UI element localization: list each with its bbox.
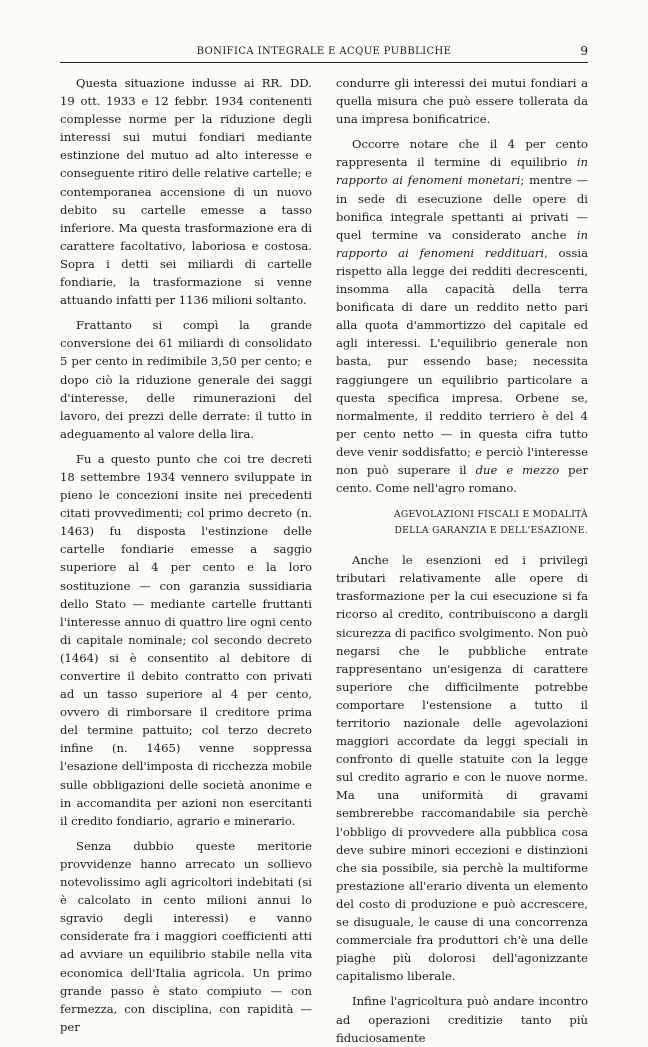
paragraph-text: per cento. Come nell'agro romano. (336, 462, 588, 496)
page-header (60, 42, 588, 63)
paragraph-text: Occorre notare che il 4 per cento rappresenta il termine di equilibrio (336, 137, 588, 170)
paragraph-text: ; mentre — in sede di esecuzione delle opere di bonifica integrale spettanti ai privati — quel termine va considerato anche (336, 173, 588, 242)
italic-phrase: due e mezzo (475, 462, 560, 477)
paragraph: Anche le esenzioni ed i privilegi tributari relativamente alle opere di trasformazione per la cui esecuzione si fa ricorso al credito, contribuiscono a dargli sicurezza di pacifico svolgimento. Non può negarsi che le pubbliche entrate rappresentano un'esigenza di carattere superiore che difficilmente potrebbe comportare l'estensione a tutto il territorio nazionale delle agevolazioni maggiori accordate da leggi speciali in confronto di quelle statuite con la legge sul credito agrario e con le nuove norme. Ma una uniformità di gravami sembrerebbe raccomandabile sia perchè l'obbligo di provvedere alla pubblica cosa deve subire minori eccezioni e distinzioni che sia possibile, sia perchè la multiforme prestazione all'erario diventa un elemento del costo di produzione e può accrescere, se disuguale, le cause di una concorrenza commerciale fra produttori ch'è una delle piaghe più dolorosi dell'agonizzante capitalismo liberale. (336, 553, 588, 984)
paragraph: Infine l'agricoltura può andare incontro ad operazioni creditizie tanto più fiduciosamente (336, 994, 588, 1045)
paragraph: Frattanto si compì la grande conversione dei 61 miliardi di consolidato 5 per cento in redimibile 3,50 per cento; e dopo ciò la riduzione generale dei saggi d'interesse, delle rimunerazioni del lavoro, dei prezzi delle derrate: il tutto in adeguamento al valore della lira. (60, 318, 312, 441)
section-heading-line: AGEVOLAZIONI FISCALI E MODALITÀ (393, 509, 588, 521)
paragraph: Fu a questo punto che coi tre decreti 18 settembre 1934 vennero sviluppate in pieno le concezioni insite nei precedenti citati provvedimenti; col primo decreto (n. 1463) fu disposta l'estinzione delle cartelle fondiarie emesse a saggio superiore al 4 per cento e la loro sostituzione — con garanzia sussidiaria dello Stato — mediante cartelle fruttanti l'interesse annuo di quattro lire ogni cento di capitale nominale; col secondo decreto (1464) si è consentito al debitore di convertire il debito contratto con privati ad un tasso superiore al 4 per cento, ovvero di rimborsare il creditore prima del termine pattuito; col terzo decreto infine (n. 1465) venne soppressa l'esazione dell'imposta di ricchezza mobile sulle obbligazioni delle società anonime e in accomandita per azioni non esercitanti il credito fondiario, agrario e minerario. (60, 451, 312, 828)
paragraph: Senza dubbio queste meritorie provvidenze hanno arrecato un sollievo notevolissimo agli agricoltori indebitati (si è calcolato in cento milioni annui lo sgravio degli interessi) e vanno considerate fra i maggiori coefficienti atti ad avviare un equilibrio stabile nella vita economica dell'Italia agricola. Un primo grande passo è stato compiuto — con fermezza, con disciplina, con rapidità — per (60, 838, 312, 1034)
left-column (60, 74, 312, 1034)
section-heading (336, 507, 588, 539)
section-heading-line: DELLA GARANZIA E DELL'ESAZIONE. (394, 525, 588, 537)
right-column (336, 74, 588, 1045)
paragraph (336, 135, 588, 497)
running-title: BONIFICA INTEGRALE E ACQUE PUBBLICHE (196, 46, 452, 57)
italic-phrase: in rapporto ai fenomeni monetari (336, 155, 588, 188)
paragraph: Questa situazione indusse ai RR. DD. 19 ott. 1933 e 12 febbr. 1934 contenenti complesse norme per la riduzione degli interessi sui mutui fondiari mediante estinzione del mutuo ad alto interesse e conseguente ritiro delle relative cartelle; e contemporanea accensione di un nuovo debito su cartelle emesse a tasso inferiore. Ma questa trasformazione era di carattere facoltativo, laboriosa e costosa. Sopra i detti sei miliardi di cartelle fondiarie, la trasformazione si venne attuando infatti per 1136 milioni soltanto. (60, 76, 312, 308)
page-number: 9 (580, 44, 588, 58)
paragraph-text: , ossia rispetto alla legge dei redditi decrescenti, insomma alla capacità della terra bonificata di dare un reddito netto pari alla quota d'ammortizzo del capitale ed agli interessi. L'equilibrio generale non basta, pur essendo base; necessita raggiungere un equilibrio particolare a questa specifica impresa. Orbene se, normalmente, il reddito terriero è del 4 per cento netto — in questa cifra tutto deve venir soddisfatto; e perciò l'interesse non può superare il (336, 245, 588, 477)
italic-phrase: in rapporto ai fenomeni reddituari (336, 227, 588, 260)
paragraph: condurre gli interessi dei mutui fondiari a quella misura che può essere tollerata da una impresa bonificatrice. (336, 76, 588, 127)
